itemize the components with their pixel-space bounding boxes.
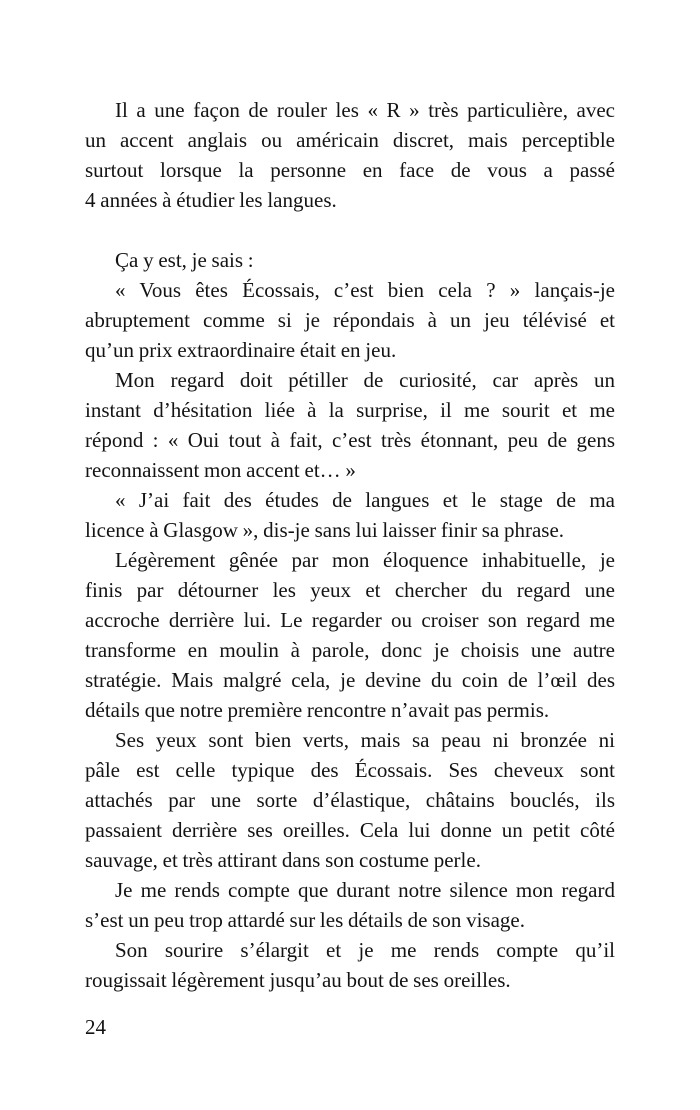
text-line: licence à Glasgow », dis-je sans lui laisser finir sa phrase. <box>85 518 565 542</box>
text-line: « J’ai fait des études de langues et le stage de ma <box>115 488 615 512</box>
paragraph <box>85 935 615 995</box>
page-text <box>85 95 615 995</box>
text-line: transforme en moulin à parole, donc je choisis une autre <box>85 638 615 662</box>
text-line: « Vous êtes Écossais, c’est bien cela ? » lançais-je <box>115 278 615 302</box>
text-line: Il a une façon de rouler les « R » très particulière, avec <box>115 98 615 122</box>
text-line: 4 années à étudier les langues. <box>85 188 337 212</box>
text-line: rougissait légèrement jusqu’au bout de ses oreilles. <box>85 968 511 992</box>
paragraph <box>85 725 615 875</box>
text-line: qu’un prix extraordinaire était en jeu. <box>85 338 397 362</box>
text-line: Légèrement gênée par mon éloquence inhabituelle, je <box>115 548 615 572</box>
paragraph <box>85 245 615 275</box>
text-line: Ça y est, je sais : <box>115 248 254 272</box>
text-line: surtout lorsque la personne en face de vous a passé <box>85 158 615 182</box>
paragraph <box>85 95 615 215</box>
text-line: un accent anglais ou américain discret, mais perceptible <box>85 128 615 152</box>
text-line: accroche derrière lui. Le regarder ou croiser son regard me <box>85 608 615 632</box>
text-line: passaient derrière ses oreilles. Cela lui donne un petit côté <box>85 818 615 842</box>
text-line: pâle est celle typique des Écossais. Ses cheveux sont <box>85 758 615 782</box>
text-line: Ses yeux sont bien verts, mais sa peau ni bronzée ni <box>115 728 615 752</box>
text-line: répond : « Oui tout à fait, c’est très étonnant, peu de gens <box>85 428 615 452</box>
text-line: Son sourire s’élargit et je me rends compte qu’il <box>115 938 615 962</box>
paragraph <box>85 875 615 935</box>
text-line: finis par détourner les yeux et chercher du regard une <box>85 578 615 602</box>
text-line: Mon regard doit pétiller de curiosité, car après un <box>115 368 615 392</box>
text-line: attachés par une sorte d’élastique, châtains bouclés, ils <box>85 788 615 812</box>
text-line: Je me rends compte que durant notre silence mon regard <box>115 878 615 902</box>
text-line: instant d’hésitation liée à la surprise, il me sourit et me <box>85 398 615 422</box>
paragraph <box>85 545 615 725</box>
text-line: abruptement comme si je répondais à un jeu télévisé et <box>85 308 615 332</box>
text-line: s’est un peu trop attardé sur les détails de son visage. <box>85 908 525 932</box>
paragraph <box>85 365 615 485</box>
text-line: reconnaissent mon accent et… » <box>85 458 356 482</box>
page-number: 24 <box>85 1015 106 1039</box>
paragraph <box>85 275 615 365</box>
text-line: sauvage, et très attirant dans son costume perle. <box>85 848 481 872</box>
text-line: détails que notre première rencontre n’avait pas permis. <box>85 698 550 722</box>
text-line: stratégie. Mais malgré cela, je devine du coin de l’œil des <box>85 668 615 692</box>
paragraph <box>85 485 615 545</box>
